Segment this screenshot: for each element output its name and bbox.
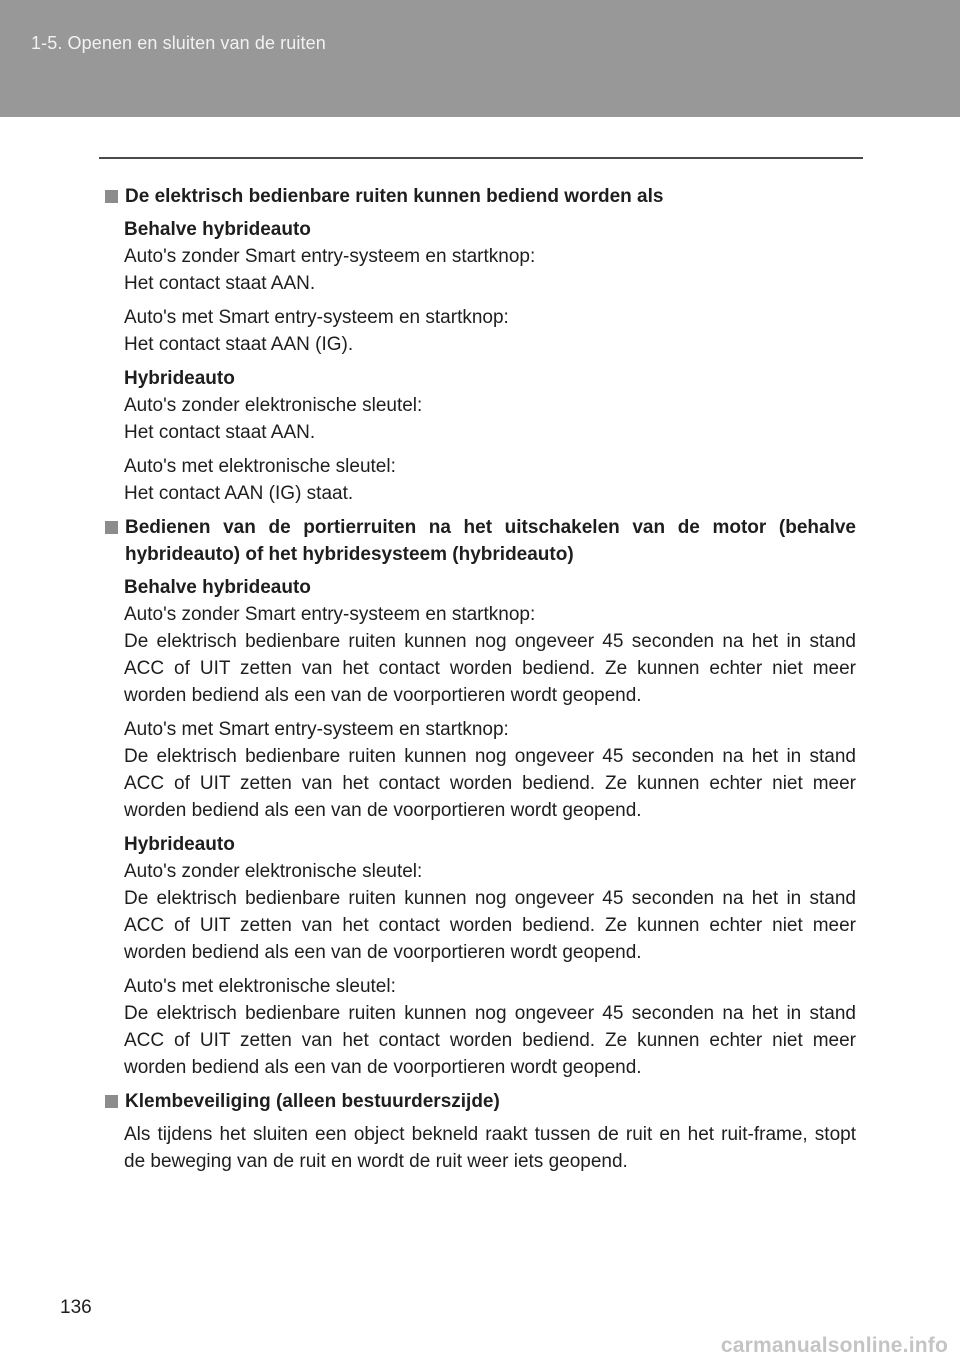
paragraph: Auto's zonder Smart entry-systeem en startknop: [124,604,536,625]
paragraph: Het contact staat AAN (IG). [124,334,354,355]
section-heading [104,1088,856,1115]
section-heading-text: Klembeveiliging (alleen bestuurderszijde) [125,1091,500,1112]
subheading: Hybrideauto [124,368,235,389]
watermark: carmanualsonline.info [720,1334,948,1357]
subheading: Hybrideauto [124,834,235,855]
text-block [104,1121,856,1175]
paragraph: Auto's zonder Smart entry-systeem en startknop: [124,246,536,267]
section-operation-conditions [104,183,856,507]
paragraph: Auto's zonder elektronische sleutel: [124,395,423,416]
paragraph: Het contact staat AAN. [124,422,316,443]
page-number: 136 [60,1297,92,1318]
section-heading [104,514,856,568]
text-block [104,716,856,824]
chapter-title: 1-5. Openen en sluiten van de ruiten [31,33,326,53]
paragraph: De elektrisch bedienbare ruiten kunnen nog ongeveer 45 seconden na het in stand ACC of UIT zetten van het contact worden bediend. Ze kunnen echter niet meer worden bediend als een van de voorportieren wordt geopend. [124,1003,856,1078]
text-block [104,574,856,709]
section-heading-text: De elektrisch bedienbare ruiten kunnen bediend worden als [125,186,664,207]
paragraph: De elektrisch bedienbare ruiten kunnen nog ongeveer 45 seconden na het in stand ACC of UIT zetten van het contact worden bediend. Ze kunnen echter niet meer worden bediend als een van de voorportieren wordt geopend. [124,746,856,821]
square-bullet-icon [105,521,118,534]
square-bullet-icon [105,190,118,203]
paragraph: Auto's met Smart entry-systeem en startknop: [124,307,509,328]
paragraph: Als tijdens het sluiten een object bekneld raakt tussen de ruit en het ruit-frame, stopt de beweging van de ruit en wordt de ruit weer iets geopend. [124,1124,856,1172]
section-jam-protection [104,1088,856,1175]
paragraph: Auto's met elektronische sleutel: [124,976,396,997]
paragraph: Het contact AAN (IG) staat. [124,483,354,504]
paragraph: De elektrisch bedienbare ruiten kunnen nog ongeveer 45 seconden na het in stand ACC of UIT zetten van het contact worden bediend. Ze kunnen echter niet meer worden bediend als een van de voorportieren wordt geopend. [124,631,856,706]
section-heading [104,183,856,210]
text-block [104,831,856,966]
paragraph: Auto's zonder elektronische sleutel: [124,861,423,882]
page-content [104,183,856,1182]
text-block [104,216,856,297]
text-block [104,973,856,1081]
subheading: Behalve hybrideauto [124,577,311,598]
section-after-engine-off [104,514,856,1081]
paragraph: De elektrisch bedienbare ruiten kunnen nog ongeveer 45 seconden na het in stand ACC of UIT zetten van het contact worden bediend. Ze kunnen echter niet meer worden bediend als een van de voorportieren wordt geopend. [124,888,856,963]
chapter-header-bar [0,0,960,117]
top-divider [99,157,863,159]
subheading: Behalve hybrideauto [124,219,311,240]
section-heading-text: Bedienen van de portierruiten na het uitschakelen van de motor (behalve hybrideauto) of het hybridesysteem (hybrideauto) [125,517,856,565]
text-block [104,453,856,507]
paragraph: Auto's met elektronische sleutel: [124,456,396,477]
text-block [104,304,856,358]
paragraph: Het contact staat AAN. [124,273,316,294]
text-block [104,365,856,446]
paragraph: Auto's met Smart entry-systeem en startknop: [124,719,509,740]
square-bullet-icon [105,1095,118,1108]
